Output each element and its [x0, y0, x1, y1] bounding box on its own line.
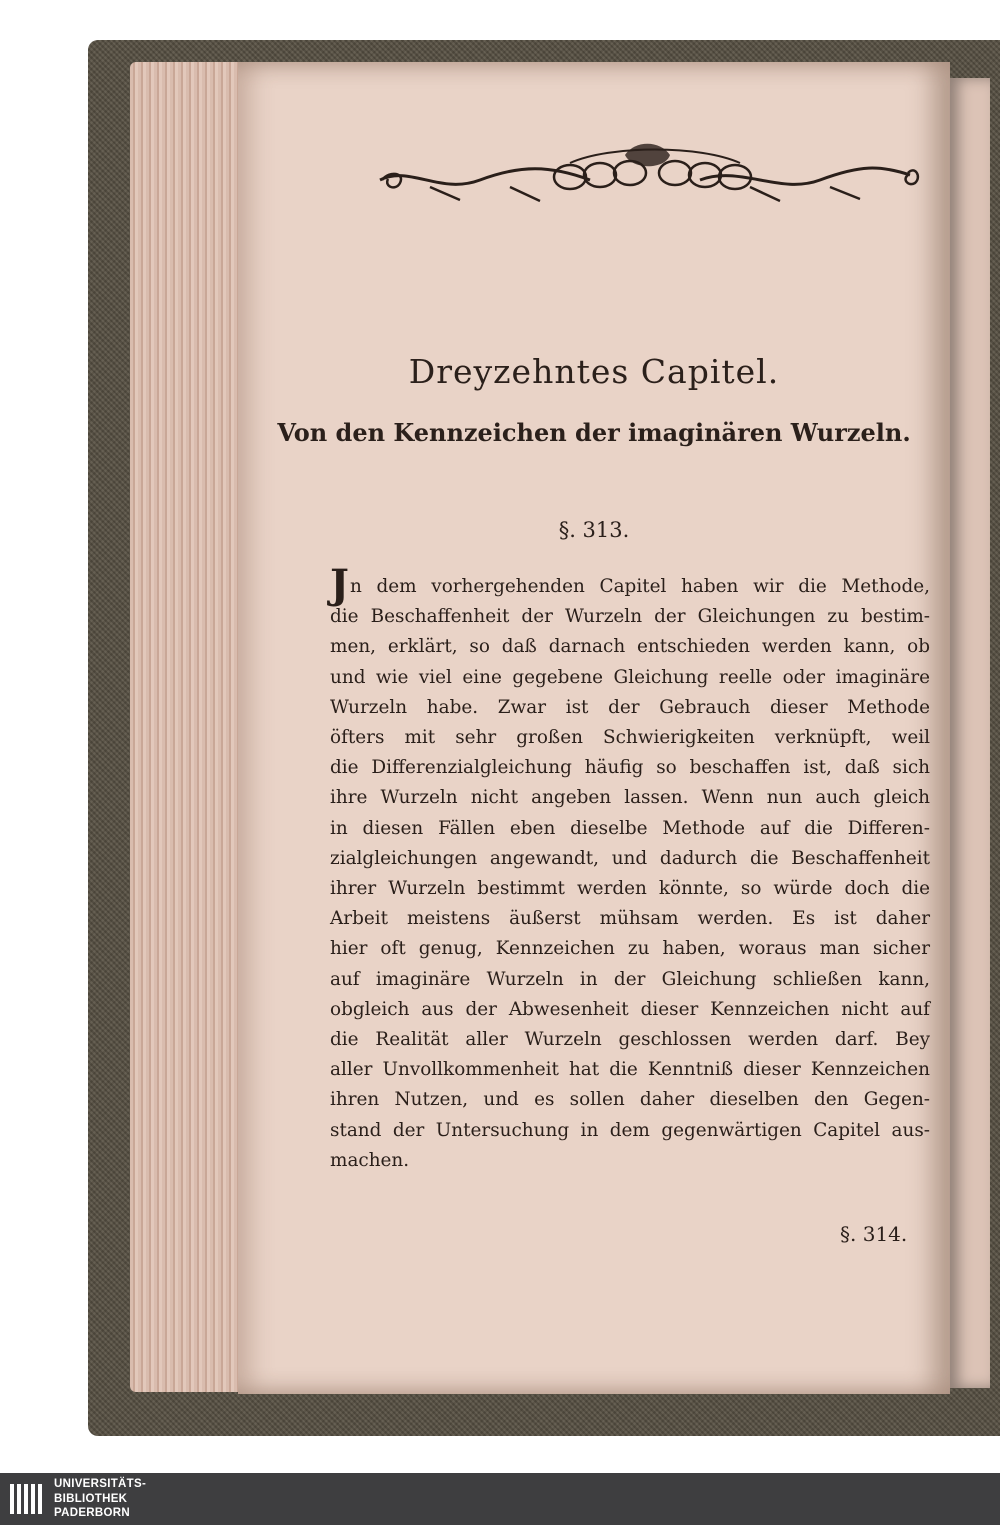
facing-page-edge — [950, 78, 990, 1388]
chapter-subtitle: Von den Kennzeichen der imaginären Wurzeln. — [277, 418, 911, 447]
text-line: ihren Nutzen, und es sollen daher dieselben den Gegen- — [330, 1089, 930, 1111]
text-line: men, erklärt, so daß darnach entschieden werden kann, ob — [330, 636, 930, 658]
catchword: §. 314. — [840, 1222, 908, 1246]
text-line: Arbeit meistens äußerst mühsam werden. Es ist daher — [330, 908, 930, 930]
drop-cap: J — [330, 561, 349, 608]
text-line: öfters mit sehr großen Schwierigkeiten verknüpft, weil — [330, 727, 930, 749]
text-line: obgleich aus der Abwesenheit dieser Kennzeichen nicht auf — [330, 998, 930, 1020]
text-line: hier oft genug, Kennzeichen zu haben, woraus man sicher — [330, 938, 930, 960]
text-line: Jn dem vorhergehenden Capitel haben wir die Methode, — [330, 561, 930, 608]
text-line: stand der Untersuchung in dem gegenwärtigen Capitel aus- — [330, 1119, 930, 1141]
ornament-vignette-icon — [370, 135, 920, 215]
text-line: die Differenzialgleichung häufig so beschaffen ist, daß sich — [330, 757, 930, 779]
text-line: ihre Wurzeln nicht angeben lassen. Wenn nun auch gleich — [330, 787, 930, 809]
text-line: ihrer Wurzeln bestimmt werden könnte, so würde doch die — [330, 878, 930, 900]
text-line: machen. — [330, 1149, 410, 1171]
chapter-title: Dreyzehntes Capitel. — [408, 352, 780, 391]
text-line: und wie viel eine gegebene Gleichung reelle oder imaginäre — [330, 666, 930, 688]
text-line: die Beschaffenheit der Wurzeln der Gleichungen zu bestim- — [330, 606, 930, 628]
library-logo-text: UNIVERSITÄTS- BIBLIOTHEK PADERBORN — [54, 1478, 147, 1519]
library-logo-icon — [8, 1480, 46, 1518]
body-text — [330, 561, 930, 1176]
text-line: Wurzeln habe. Zwar ist der Gebrauch dieser Methode — [330, 696, 930, 718]
footer-bar — [0, 1473, 1000, 1525]
text-line: aller Unvollkommenheit hat die Kenntniß dieser Kennzeichen — [330, 1059, 930, 1081]
text-line: auf imaginäre Wurzeln in der Gleichung schließen kann, — [330, 968, 930, 990]
text-line: in diesen Fällen eben dieselbe Methode auf die Differen- — [330, 817, 930, 839]
section-number: §. 313. — [558, 518, 630, 542]
text-line: zialgleichungen angewandt, und dadurch die Beschaffenheit — [330, 847, 930, 869]
page-edges — [130, 62, 248, 1392]
text-line: die Realität aller Wurzeln geschlossen werden darf. Bey — [330, 1029, 930, 1051]
